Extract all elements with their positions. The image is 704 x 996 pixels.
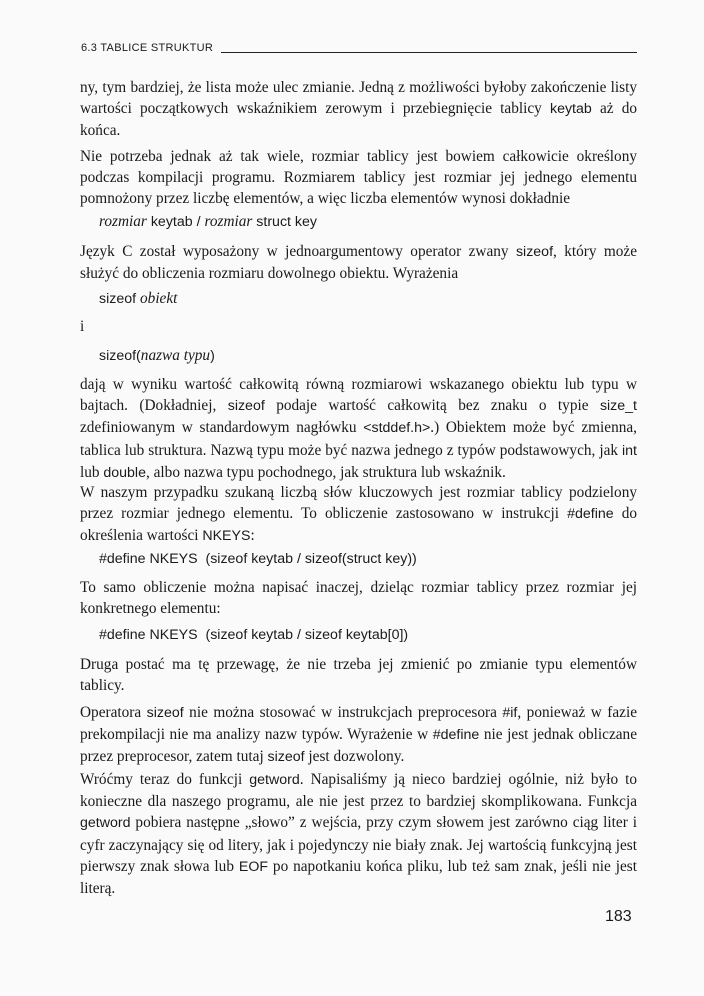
paragraph-5 <box>80 482 637 548</box>
code: ) <box>210 348 215 364</box>
code-int: int <box>622 442 637 459</box>
code-eof: EOF <box>238 858 269 875</box>
code-line-3 <box>99 346 629 366</box>
code-line-2 <box>99 289 629 309</box>
text: ny, tym bardziej, że lista może ulec zmianie. Jedną z możliwości byłoby zakończenie listy wartości początkowych wskaźnikiem zerowym i przebiegnięcie tablicy <box>80 79 637 118</box>
code: sizeof( <box>99 348 141 364</box>
text: Operatora <box>80 704 147 721</box>
code-sizeof: sizeof <box>515 244 554 260</box>
code-sizeof: sizeof <box>146 705 184 721</box>
text: Wróćmy teraz do funkcji <box>80 771 250 788</box>
code-line-5: #define NKEYS (sizeof keytab / sizeof keytab[0]) <box>99 627 409 643</box>
code-sizeof: sizeof <box>227 398 265 415</box>
text: Druga postać ma tę przewagę, że nie trzeba jej zmienić po zmianie typu elementów tablicy. <box>80 656 637 695</box>
placeholder: obiekt <box>140 290 178 307</box>
text: Język C został wyposażony w jednoargumentowy operator zwany <box>80 243 516 260</box>
page-number: 183 <box>605 908 632 925</box>
text: , albo nazwa typu pochodnego, jak struktura lub wskaźnik. <box>145 463 506 481</box>
text: , ponieważ w fazie prekompilacji nie ma analizy nazw typów. Wyrażenie w <box>80 704 638 744</box>
text: W naszym przypadku szukaną liczbą słów kluczowych jest rozmiar tablicy podzielony przez rozmiar jednego elementu. To obliczenie zastosowano w instrukcji <box>80 484 637 523</box>
code-sizeof: sizeof <box>267 749 305 766</box>
text: To samo obliczenie można napisać inaczej, dzieląc rozmiar tablicy przez rozmiar jej konkretnego elementu: <box>80 579 637 618</box>
code-stddef: <stddef.h> <box>363 420 431 437</box>
code-line-4: #define NKEYS (sizeof keytab / sizeof(struct key)) <box>99 551 417 567</box>
text: nie można stosować w instrukcjach preprocesora <box>183 704 503 721</box>
text: Nie potrzeba jednak aż tak wiele, rozmiar tablicy jest bowiem całkowicie określony podczas kompilacji programu. Rozmiarem tablicy jest rozmiar jej jednego elementu pomnożony przez liczbę elementów, a więc liczba elementów wynosi dokładnie <box>80 148 637 208</box>
paragraph-3 <box>80 241 637 284</box>
code-nkeys: NKEYS <box>202 528 251 545</box>
text: zdefiniowanym w standardowym nagłówku <box>80 419 364 437</box>
header-rule <box>221 52 637 53</box>
code-double: double <box>103 464 146 481</box>
code-line-1 <box>99 212 629 232</box>
code-size-t: size_t <box>599 398 637 415</box>
text: , który może służyć do obliczenia rozmiaru dowolnego obiektu. Wyrażenia <box>80 243 638 283</box>
text: podaje wartość całkowitą bez znaku o typie <box>264 397 600 415</box>
text: aż do końca. <box>80 100 637 140</box>
text: .) Obiektem może być zmienna, tablica lub struktura. Nazwą typu może być nazwa jednego z typów podstawowych, jak <box>80 419 637 459</box>
text: pobiera następne „słowo” z wejścia, przy czym słowem jest zarówno ciąg liter i cyfr zaczynający się od litery, jak i pojedynczy nie biały znak. Jej wartością funkcyjną jest pierwszy znak słowa lub <box>80 814 637 875</box>
code-keytab: keytab <box>549 101 592 118</box>
code-getword: getword <box>249 772 300 788</box>
paragraph-2 <box>80 146 637 210</box>
paragraph-9 <box>80 769 637 899</box>
running-header <box>81 38 637 54</box>
text: po napotkaniu końca pliku, lub też sam znak, jeśli nie jest literą. <box>80 857 637 898</box>
placeholder: nazwa typu <box>140 347 211 364</box>
placeholder: rozmiar <box>204 213 253 230</box>
code-if: #if <box>502 705 518 721</box>
text: do określenia wartości <box>80 505 637 545</box>
paragraph-6 <box>80 577 637 619</box>
code-define: #define <box>567 506 614 523</box>
paragraph-4 <box>80 374 637 484</box>
text: jest dozwolony. <box>304 748 405 766</box>
text: : <box>250 527 255 545</box>
code: sizeof <box>99 291 141 307</box>
placeholder: rozmiar <box>99 213 147 230</box>
paragraph-1 <box>80 77 637 142</box>
text: dają w wyniku wartość całkowitą równą rozmiarowi wskazanego obiektu lub typu w bajtach. (Dokładniej, <box>80 376 637 415</box>
code: keytab / <box>146 214 205 230</box>
code-define: #define <box>432 727 480 744</box>
code-getword: getword <box>80 815 131 832</box>
text: lub <box>80 463 104 481</box>
paragraph-8 <box>80 702 637 769</box>
paragraph-7 <box>80 654 637 696</box>
section-title: 6.3 TABLICE STRUKTUR <box>81 42 214 54</box>
text: nie jest jednak obliczane przez preprocesor, zatem tutaj <box>80 726 637 766</box>
conjunction: i <box>80 318 85 335</box>
code: struct key <box>252 214 318 230</box>
text: . Napisaliśmy ją nieco bardziej ogólnie, niż było to konieczne dla naszego programu, ale nie jest przez to bardziej skomplikowana. Funkcja <box>80 771 637 811</box>
